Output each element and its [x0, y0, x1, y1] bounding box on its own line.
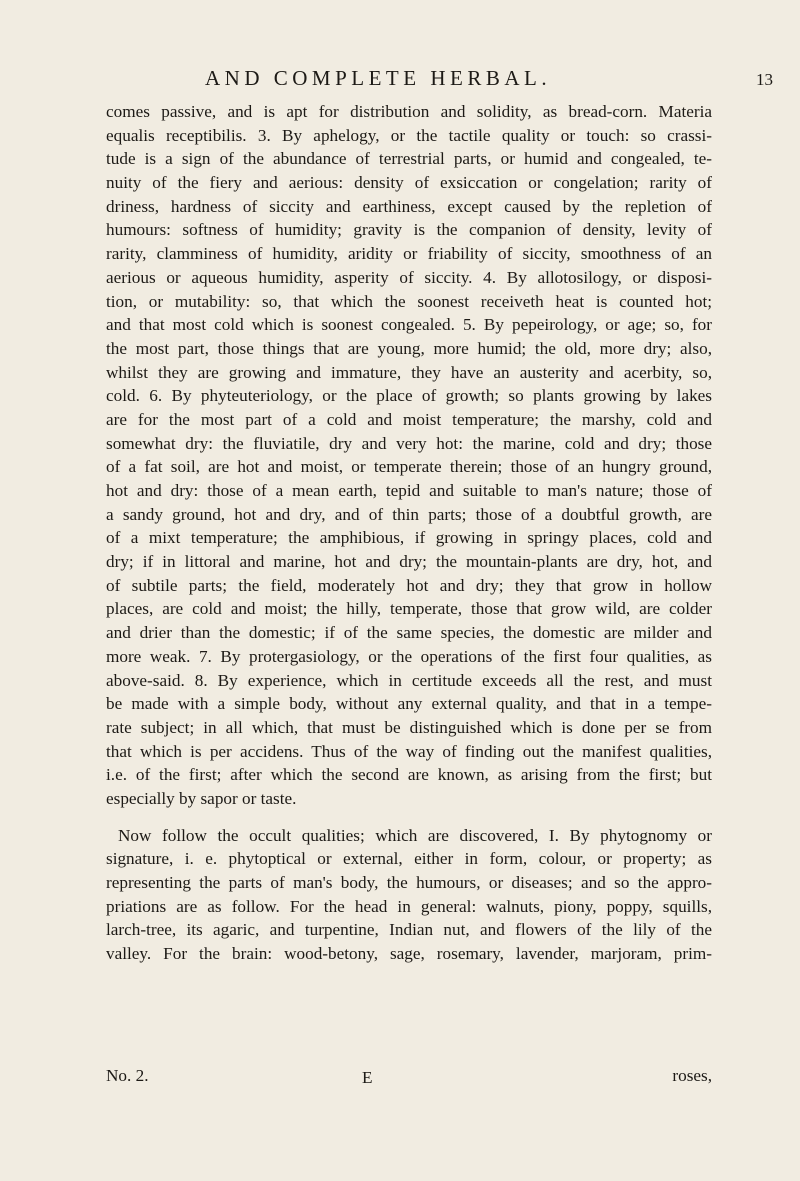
- text-line: whilst they are growing and immature, they have an austerity and acerbity, so,: [106, 362, 712, 382]
- paragraph-1: [106, 100, 712, 811]
- page-number: 13: [756, 70, 773, 89]
- text-line: nuity of the fiery and aerious: density of exsiccation or congelation; rarity of: [106, 173, 712, 193]
- page-footer: [106, 1066, 712, 1090]
- signature-mark: E: [362, 1068, 373, 1087]
- text-line: the most part, those things that are young, more humid; the old, more dry; also,: [106, 338, 712, 358]
- paragraph-2: [106, 824, 712, 966]
- text-line: of subtile parts; the field, moderately hot and dry; they that grow in hollow: [106, 575, 712, 595]
- text-line: rarity, clamminess of humidity, aridity or friability of siccity, smoothness of an: [106, 244, 712, 264]
- text-line: larch-tree, its agaric, and turpentine, Indian nut, and flowers of the lily of the: [106, 920, 712, 940]
- text-line: above-said. 8. By experience, which in certitude exceeds all the rest, and must: [106, 670, 712, 690]
- text-line: and drier than the domestic; if of the same species, the domestic are milder and: [106, 623, 712, 643]
- text-line: priations are as follow. For the head in general: walnuts, piony, poppy, squills,: [106, 896, 712, 916]
- text-line: somewhat dry: the fluviatile, dry and very hot: the marine, cold and dry; those: [106, 433, 712, 453]
- text-line: i.e. of the first; after which the second are known, as arising from the first; but: [106, 765, 712, 785]
- text-line: of a mixt temperature; the amphibious, if growing in springy places, cold and: [106, 528, 712, 548]
- text-line: signature, i. e. phytoptical or external, either in form, colour, or property; as: [106, 849, 712, 869]
- text-line: be made with a simple body, without any external quality, and that in a tempe-: [106, 694, 712, 714]
- text-line: places, are cold and moist; the hilly, temperate, those that grow wild, are colder: [106, 599, 712, 619]
- paragraph-gap: [106, 811, 712, 824]
- text-line: driness, hardness of siccity and earthiness, except caused by the repletion of: [106, 196, 712, 216]
- text-line: and that most cold which is soonest congealed. 5. By pepeirology, or age; so, for: [106, 315, 712, 335]
- text-line: cold. 6. By phyteuteriology, or the place of growth; so plants growing by lakes: [106, 386, 712, 406]
- running-title: AND COMPLETE HERBAL.: [205, 66, 552, 90]
- text-line: tion, or mutability: so, that which the soonest receiveth heat is counted hot;: [106, 291, 712, 311]
- text-line: more weak. 7. By protergasiology, or the operations of the first four qualities, as: [106, 646, 712, 666]
- text-line: hot and dry: those of a mean earth, tepid and suitable to man's nature; those of: [106, 481, 712, 500]
- text-line: valley. For the brain: wood-betony, sage, rosemary, lavender, marjoram, prim-: [106, 944, 712, 964]
- text-line: aerious or aqueous humidity, asperity of siccity. 4. By allotosilogy, or disposi-: [106, 267, 712, 287]
- text-line: that which is per accidens. Thus of the way of finding out the manifest qualities,: [106, 741, 712, 761]
- text-line: equalis receptibilis. 3. By aphelogy, or the tactile quality or touch: so crassi-: [106, 125, 712, 145]
- text-line: comes passive, and is apt for distribution and solidity, as bread-corn. Materia: [106, 102, 712, 121]
- text-line: a sandy ground, hot and dry, and of thin parts; those of a doubtful growth, are: [106, 504, 712, 524]
- text-line: of a fat soil, are hot and moist, or temperate therein; those of an hungry ground,: [106, 457, 712, 477]
- running-head: [0, 66, 800, 96]
- text-line: rate subject; in all which, that must be distinguished which is done per se from: [106, 717, 712, 737]
- body-text: [106, 100, 712, 966]
- text-line: Now follow the occult qualities; which are discovered, I. By phytognomy or: [118, 825, 712, 845]
- text-line: humours: softness of humidity; gravity is the companion of density, levity of: [106, 220, 712, 240]
- signature-number: No. 2.: [106, 1066, 149, 1085]
- text-line: dry; if in littoral and marine, hot and dry; the mountain-plants are dry, hot, and: [106, 552, 712, 572]
- text-line: are for the most part of a cold and moist temperature; the marshy, cold and: [106, 409, 712, 429]
- catchword: roses,: [672, 1066, 712, 1085]
- text-line: tude is a sign of the abundance of terrestrial parts, or humid and congealed, te-: [106, 149, 712, 169]
- text-line: representing the parts of man's body, the humours, or diseases; and so the appro-: [106, 873, 712, 892]
- text-line: especially by sapor or taste.: [106, 788, 297, 808]
